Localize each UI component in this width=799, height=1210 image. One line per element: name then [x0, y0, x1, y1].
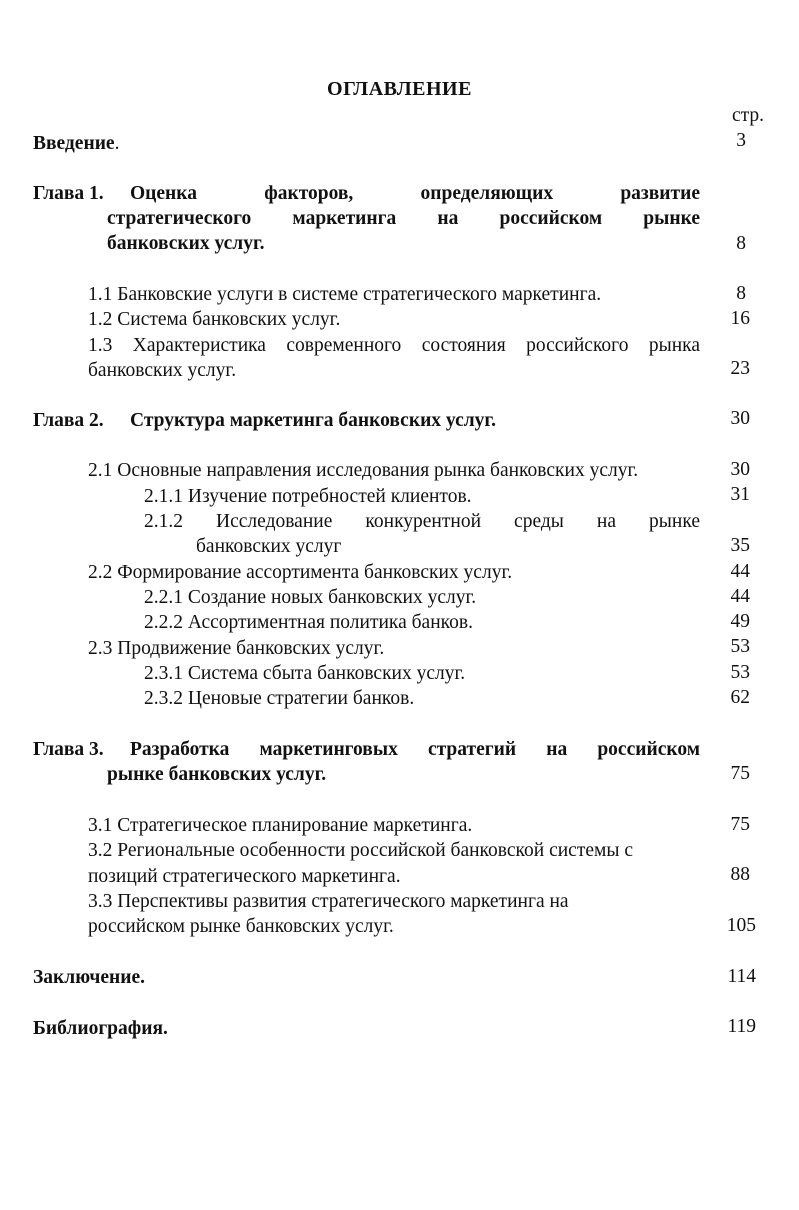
toc-s3-3-line2: российском рынке банковских услуг.: [88, 916, 394, 937]
toc-s2-1-1-page: 31: [730, 484, 750, 505]
toc-s1-3-page: 23: [730, 358, 750, 379]
toc-s2-1-2-line2: банковских услуг: [196, 536, 342, 557]
toc-ch1-line1: Оценка факторов, определяющих развитие: [130, 183, 700, 204]
toc-s2-1-page: 30: [730, 459, 750, 480]
toc-s2-2-page: 44: [730, 561, 750, 582]
toc-ch1-line2: стратегического маркетинга на российском рынке: [107, 208, 700, 229]
toc-ch1-page: 8: [736, 233, 746, 254]
toc-s1-2: 1.2 Система банковских услуг.: [88, 309, 341, 330]
toc-ch1-lead: Глава 1.: [33, 183, 104, 204]
toc-s3-2-line1: 3.2 Региональные особенности российской банковской системы с: [88, 840, 633, 861]
toc-s1-3-line1: 1.3 Характеристика современного состояния российского рынка: [88, 335, 700, 356]
toc-s3-2-line2: позиций стратегического маркетинга.: [88, 866, 401, 887]
toc-ch2-title: Структура маркетинга банковских услуг.: [130, 410, 496, 431]
toc-s2-3: 2.3 Продвижение банковских услуг.: [88, 638, 385, 659]
toc-s2-3-2: 2.3.2 Ценовые стратегии банков.: [144, 688, 415, 709]
toc-bibliography: Библиография.: [33, 1018, 168, 1039]
toc-s2-1-2-page: 35: [730, 535, 750, 556]
page-column-label: стр.: [731, 105, 764, 126]
toc-s2-2-2: 2.2.2 Ассортиментная политика банков.: [144, 612, 473, 633]
toc-s2-2: 2.2 Формирование ассортимента банковских услуг.: [88, 562, 513, 583]
toc-conclusion-page: 114: [727, 966, 756, 987]
toc-conclusion: Заключение.: [33, 967, 146, 988]
toc-ch1-line3: банковских услуг.: [107, 233, 265, 254]
toc-s1-3-line2: банковских услуг.: [88, 360, 237, 381]
toc-s2-3-2-page: 62: [730, 687, 750, 708]
toc-s2-2-1-page: 44: [730, 586, 750, 607]
toc-ch2-lead: Глава 2.: [33, 410, 104, 431]
toc-s2-2-2-page: 49: [730, 611, 750, 632]
toc-ch3-page: 75: [730, 763, 750, 784]
toc-ch3-lead: Глава 3.: [33, 739, 104, 760]
toc-intro-dot: .: [114, 133, 120, 154]
toc-s1-1: 1.1 Банковские услуги в системе стратегического маркетинга.: [88, 284, 602, 305]
toc-s3-1: 3.1 Стратегическое планирование маркетинга.: [88, 815, 473, 836]
toc-s3-1-page: 75: [730, 814, 750, 835]
toc-s2-1: 2.1 Основные направления исследования рынка банковских услуг.: [88, 460, 639, 481]
toc-s3-3-line1: 3.3 Перспективы развития стратегического маркетинга на: [88, 891, 569, 912]
toc-s2-3-1-page: 53: [730, 662, 750, 683]
toc-s2-1-1: 2.1.1 Изучение потребностей клиентов.: [144, 486, 472, 507]
toc-s2-3-1: 2.3.1 Система сбыта банковских услуг.: [144, 663, 466, 684]
toc-intro-label: Введение: [33, 133, 115, 154]
toc-ch2-page: 30: [730, 408, 750, 429]
toc-ch3-line1: Разработка маркетинговых стратегий на российском: [130, 739, 700, 760]
toc-s3-2-page: 88: [730, 864, 750, 885]
toc-bibliography-page: 119: [727, 1016, 756, 1037]
toc-s1-1-page: 8: [736, 283, 746, 304]
toc-intro: [33, 131, 119, 156]
page-title: ОГЛАВЛЕНИЕ: [327, 78, 472, 100]
toc-s2-2-1: 2.2.1 Создание новых банковских услуг.: [144, 587, 477, 608]
toc-s2-3-page: 53: [730, 636, 750, 657]
toc-s1-2-page: 16: [730, 308, 750, 329]
toc-intro-page: 3: [736, 130, 746, 151]
toc-s2-1-2-line1: 2.1.2 Исследование конкурентной среды на рынке: [144, 511, 700, 532]
toc-ch3-line2: рынке банковских услуг.: [107, 764, 327, 785]
toc-s3-3-page: 105: [726, 915, 756, 936]
